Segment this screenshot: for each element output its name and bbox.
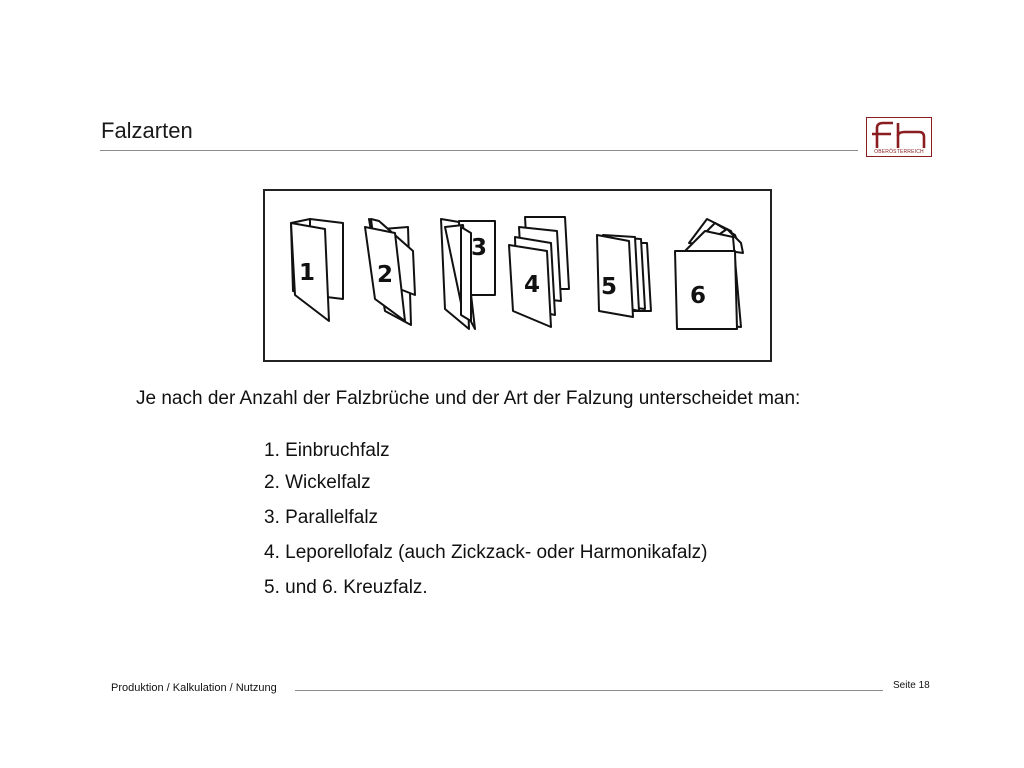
fold-types-drawing bbox=[265, 191, 770, 360]
intro-text: Je nach der Anzahl der Falzbrüche und der Art der Falzung unterscheidet man: bbox=[136, 388, 801, 409]
list-item: 2. Wickelfalz bbox=[264, 472, 371, 493]
list-item: 3. Parallelfalz bbox=[264, 507, 379, 528]
fold-label-3: 3 bbox=[471, 235, 488, 261]
fold-types-list bbox=[264, 439, 708, 600]
fold-label-5: 5 bbox=[601, 274, 618, 300]
list-item: 5. und 6. Kreuzfalz. bbox=[264, 577, 428, 598]
footer-course-title: Produktion / Kalkulation / Nutzung bbox=[111, 682, 277, 694]
page-number: Seite 18 bbox=[893, 680, 930, 691]
slide-title: Falzarten bbox=[101, 118, 193, 143]
fold-label-6: 6 bbox=[690, 283, 707, 309]
fold-label-4: 4 bbox=[524, 272, 541, 298]
fold-types-illustration bbox=[263, 189, 772, 362]
title-divider bbox=[100, 150, 858, 151]
list-item: 4. Leporellofalz (auch Zickzack- oder Harmonikafalz) bbox=[264, 542, 708, 563]
footer-divider bbox=[295, 690, 883, 691]
fold-figure-6 bbox=[675, 219, 743, 329]
fh-logo bbox=[866, 117, 932, 157]
logo-subtitle: OBERÖSTERREICH bbox=[874, 149, 924, 155]
fold-label-1: 1 bbox=[299, 260, 316, 286]
fold-label-2: 2 bbox=[377, 262, 394, 288]
list-item: 1. Einbruchfalz bbox=[264, 440, 390, 461]
